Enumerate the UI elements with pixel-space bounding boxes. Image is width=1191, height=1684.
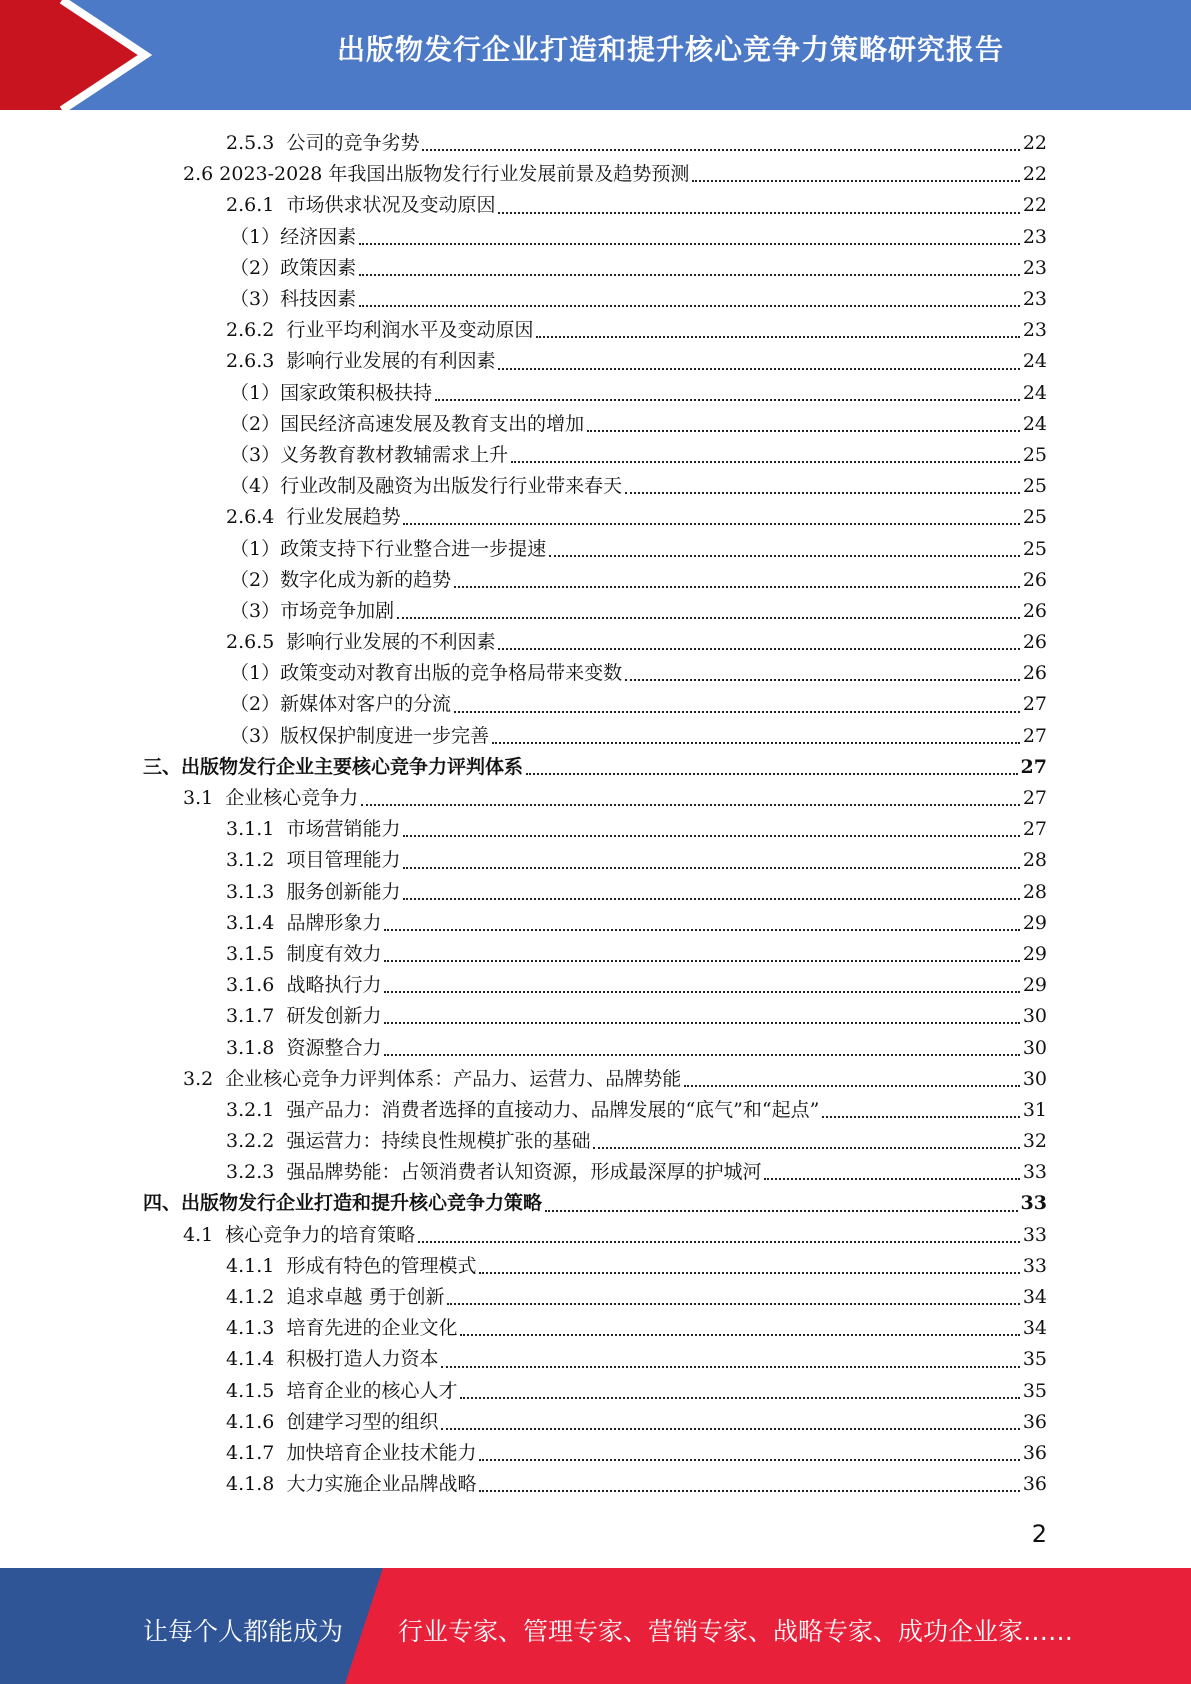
toc-entry-title: （3）义务教育教材教辅需求上升 xyxy=(230,443,509,466)
toc-entry-page: 34 xyxy=(1022,1286,1047,1309)
toc-entry[interactable] xyxy=(0,1438,1191,1469)
toc-entry-page: 26 xyxy=(1022,568,1047,591)
toc-dot-leader xyxy=(441,1366,1019,1368)
toc-entry-page: 25 xyxy=(1022,443,1047,466)
toc-entry-title: （4）行业改制及融资为出版发行行业带来春天 xyxy=(230,475,623,498)
toc-entry-page: 27 xyxy=(1022,787,1047,810)
toc-entry-title: 公司的竞争劣势 xyxy=(286,132,420,155)
toc-entry-page: 24 xyxy=(1022,412,1047,435)
toc-dot-leader xyxy=(384,929,1019,931)
toc-entry[interactable] xyxy=(0,409,1191,440)
toc-entry-number: 4.1.1 xyxy=(226,1254,287,1277)
toc-dot-leader xyxy=(384,1022,1019,1024)
toc-entry-title: 加快培育企业技术能力 xyxy=(286,1441,477,1464)
toc-entry-page: 27 xyxy=(1022,818,1047,841)
footer-slogan-left: 让每个人都能成为 xyxy=(143,1617,344,1646)
toc-entry[interactable] xyxy=(0,1407,1191,1438)
toc-entry-title: 追求卓越 勇于创新 xyxy=(286,1286,445,1309)
toc-entry-title: 2023-2028 年我国出版物发行行业发展前景及趋势预测 xyxy=(219,163,690,186)
toc-entry-title: 三、出版物发行企业主要核心竞争力评判体系 xyxy=(143,755,524,778)
footer-slogan-right: 行业专家、管理专家、营销专家、战略专家、成功企业家…… xyxy=(398,1617,1074,1646)
toc-entry-title: 创建学习型的组织 xyxy=(286,1410,439,1433)
toc-dot-leader xyxy=(359,305,1020,307)
toc-entry[interactable] xyxy=(0,346,1191,377)
toc-dot-leader xyxy=(384,960,1019,962)
toc-entry-page: 33 xyxy=(1022,1223,1047,1246)
toc-entry-title: 培育企业的核心人才 xyxy=(286,1379,458,1402)
toc-entry-title: 强品牌势能：占领消费者认知资源，形成最深厚的护城河 xyxy=(286,1161,762,1184)
toc-entry-number: 4.1.6 xyxy=(226,1410,287,1433)
toc-dot-leader xyxy=(454,711,1020,713)
toc-entry-page: 23 xyxy=(1022,256,1047,279)
toc-entry-page: 35 xyxy=(1022,1348,1047,1371)
toc-entry-page: 33 xyxy=(1022,1161,1047,1184)
toc-entry-title: 研发创新力 xyxy=(286,1005,382,1028)
toc-entry[interactable] xyxy=(0,908,1191,939)
toc-entry-number: 4.1.8 xyxy=(226,1473,287,1496)
toc-entry[interactable] xyxy=(0,253,1191,284)
toc-entry-number: 4.1.2 xyxy=(226,1286,287,1309)
toc-entry-page: 24 xyxy=(1022,350,1047,373)
toc-dot-leader xyxy=(384,991,1019,993)
toc-entry[interactable] xyxy=(0,533,1191,564)
toc-dot-leader xyxy=(692,180,1019,182)
toc-entry-number: 4.1.3 xyxy=(226,1317,287,1340)
toc-dot-leader xyxy=(454,586,1020,588)
toc-entry-page: 35 xyxy=(1022,1379,1047,1402)
toc-entry-page: 28 xyxy=(1022,849,1047,872)
toc-entry-page: 27 xyxy=(1022,693,1047,716)
toc-entry[interactable] xyxy=(0,783,1191,814)
table-of-contents xyxy=(0,128,1191,1500)
toc-entry-title: 市场供求状况及变动原因 xyxy=(286,194,496,217)
toc-entry[interactable] xyxy=(0,1188,1191,1219)
toc-entry-title: 行业发展趋势 xyxy=(286,506,401,529)
toc-entry-page: 29 xyxy=(1022,942,1047,965)
toc-entry[interactable] xyxy=(0,440,1191,471)
toc-entry-number: 2.6.4 xyxy=(226,506,287,529)
toc-entry-number: 3.1.5 xyxy=(226,942,287,965)
toc-entry[interactable] xyxy=(0,565,1191,596)
toc-entry-title: 战略执行力 xyxy=(286,974,382,997)
toc-entry-number: 3.1.1 xyxy=(226,818,287,841)
toc-dot-leader xyxy=(403,523,1019,525)
toc-entry-page: 23 xyxy=(1022,225,1047,248)
toc-entry[interactable] xyxy=(0,1220,1191,1251)
toc-entry[interactable] xyxy=(0,1001,1191,1032)
toc-dot-leader xyxy=(587,430,1020,432)
toc-entry[interactable] xyxy=(0,814,1191,845)
toc-entry-title: 培育先进的企业文化 xyxy=(286,1317,458,1340)
toc-entry[interactable] xyxy=(0,1032,1191,1063)
toc-entry-title: 积极打造人力资本 xyxy=(286,1348,439,1371)
toc-entry-page: 22 xyxy=(1022,132,1047,155)
toc-entry[interactable] xyxy=(0,939,1191,970)
toc-entry[interactable] xyxy=(0,315,1191,346)
toc-entry-page: 30 xyxy=(1022,1036,1047,1059)
toc-entry-title: 核心竞争力的培育策略 xyxy=(225,1223,416,1246)
toc-entry-page: 29 xyxy=(1022,974,1047,997)
toc-entry-title: 强产品力：消费者选择的直接动力、品牌发展的“底气”和“起点” xyxy=(286,1098,820,1121)
toc-entry[interactable] xyxy=(0,970,1191,1001)
toc-entry-page: 25 xyxy=(1022,475,1047,498)
toc-entry-page: 23 xyxy=(1022,288,1047,311)
toc-dot-leader xyxy=(498,368,1019,370)
toc-entry[interactable] xyxy=(0,284,1191,315)
toc-entry[interactable] xyxy=(0,128,1191,159)
toc-dot-leader xyxy=(403,867,1019,869)
toc-dot-leader xyxy=(422,149,1019,151)
toc-entry[interactable] xyxy=(0,190,1191,221)
toc-entry-number: 3.2.1 xyxy=(226,1098,287,1121)
toc-entry[interactable] xyxy=(0,1376,1191,1407)
toc-entry-title: 行业平均利润水平及变动原因 xyxy=(286,319,534,342)
toc-dot-leader xyxy=(492,742,1020,744)
toc-entry-page: 33 xyxy=(1022,1254,1047,1277)
toc-entry-number: 3.1.3 xyxy=(226,880,287,903)
toc-dot-leader xyxy=(549,555,1020,557)
toc-entry-page: 29 xyxy=(1022,911,1047,934)
toc-dot-leader xyxy=(764,1178,1019,1180)
toc-entry-page: 26 xyxy=(1022,599,1047,622)
toc-entry-number: 2.6 xyxy=(183,163,220,186)
toc-entry[interactable] xyxy=(0,1157,1191,1188)
toc-entry-number: 3.1 xyxy=(183,787,226,810)
toc-entry[interactable] xyxy=(0,627,1191,658)
toc-dot-leader xyxy=(441,1428,1019,1430)
toc-entry-title: （3）市场竞争加剧 xyxy=(230,599,395,622)
toc-dot-leader xyxy=(625,679,1020,681)
toc-entry-number: 2.6.2 xyxy=(226,319,287,342)
toc-entry-title: （2）数字化成为新的趋势 xyxy=(230,568,452,591)
toc-entry-number: 2.6.3 xyxy=(226,350,287,373)
page-footer xyxy=(0,1568,1191,1684)
toc-entry-title: 服务创新能力 xyxy=(286,880,401,903)
toc-entry-number: 3.1.6 xyxy=(226,974,287,997)
toc-entry-number: 4.1.7 xyxy=(226,1441,287,1464)
toc-dot-leader xyxy=(435,399,1020,401)
toc-dot-leader xyxy=(511,461,1020,463)
toc-entry-page: 28 xyxy=(1022,880,1047,903)
toc-entry[interactable] xyxy=(0,1095,1191,1126)
toc-dot-leader xyxy=(359,243,1020,245)
toc-entry-title: （3）版权保护制度进一步完善 xyxy=(230,724,490,747)
toc-entry-page: 30 xyxy=(1022,1005,1047,1028)
toc-entry-page: 31 xyxy=(1022,1098,1047,1121)
toc-entry-title: 制度有效力 xyxy=(286,942,382,965)
toc-dot-leader xyxy=(359,274,1020,276)
toc-entry-title: 企业核心竞争力评判体系：产品力、运营力、品牌势能 xyxy=(225,1067,682,1090)
toc-dot-leader xyxy=(403,835,1019,837)
toc-entry-title: 强运营力：持续良性规模扩张的基础 xyxy=(286,1130,591,1153)
toc-entry[interactable] xyxy=(0,222,1191,253)
toc-entry-page: 23 xyxy=(1022,319,1047,342)
toc-entry-page: 25 xyxy=(1022,537,1047,560)
toc-entry[interactable] xyxy=(0,689,1191,720)
toc-entry-page: 22 xyxy=(1022,194,1047,217)
toc-entry[interactable] xyxy=(0,502,1191,533)
toc-entry-title: 品牌形象力 xyxy=(286,911,382,934)
toc-dot-leader xyxy=(447,1303,1019,1305)
toc-entry[interactable] xyxy=(0,1126,1191,1157)
toc-entry-page: 33 xyxy=(1020,1192,1047,1215)
toc-entry-number: 3.1.7 xyxy=(226,1005,287,1028)
toc-dot-leader xyxy=(498,212,1019,214)
toc-dot-leader xyxy=(822,1116,1020,1118)
toc-entry-number: 3.2.3 xyxy=(226,1161,287,1184)
toc-entry-number: 4.1.4 xyxy=(226,1348,287,1371)
toc-entry-title: （2）政策因素 xyxy=(230,256,357,279)
page-header xyxy=(0,0,1191,110)
toc-entry-page: 24 xyxy=(1022,381,1047,404)
toc-entry-number: 3.2 xyxy=(183,1067,226,1090)
toc-dot-leader xyxy=(545,1210,1018,1212)
toc-entry-title: 资源整合力 xyxy=(286,1036,382,1059)
toc-entry[interactable] xyxy=(0,1469,1191,1500)
toc-entry[interactable] xyxy=(0,752,1191,783)
toc-entry-number: 3.1.2 xyxy=(226,849,287,872)
toc-entry-title: 影响行业发展的不利因素 xyxy=(286,631,496,654)
toc-dot-leader xyxy=(498,648,1019,650)
toc-entry[interactable] xyxy=(0,1344,1191,1375)
toc-dot-leader xyxy=(361,804,1020,806)
toc-entry-number: 3.1.4 xyxy=(226,911,287,934)
toc-entry-page: 25 xyxy=(1022,506,1047,529)
toc-entry[interactable] xyxy=(0,1282,1191,1313)
toc-entry-title: 形成有特色的管理模式 xyxy=(286,1254,477,1277)
toc-entry[interactable] xyxy=(0,1251,1191,1282)
toc-entry-page: 36 xyxy=(1022,1410,1047,1433)
toc-entry-title: 项目管理能力 xyxy=(286,849,401,872)
toc-dot-leader xyxy=(479,1272,1019,1274)
toc-dot-leader xyxy=(403,898,1019,900)
toc-dot-leader xyxy=(625,492,1020,494)
toc-entry-number: 2.5.3 xyxy=(226,132,287,155)
toc-entry-title: （1）经济因素 xyxy=(230,225,357,248)
toc-entry-page: 34 xyxy=(1022,1317,1047,1340)
toc-dot-leader xyxy=(384,1054,1019,1056)
toc-entry-title: 大力实施企业品牌战略 xyxy=(286,1473,477,1496)
toc-entry-title: （1）国家政策积极扶持 xyxy=(230,381,433,404)
toc-entry-title: （1）政策支持下行业整合进一步提速 xyxy=(230,537,547,560)
toc-entry-page: 36 xyxy=(1022,1473,1047,1496)
toc-entry-title: （2）新媒体对客户的分流 xyxy=(230,693,452,716)
toc-dot-leader xyxy=(397,617,1020,619)
report-title: 出版物发行企业打造和提升核心竞争力策略研究报告 xyxy=(336,33,1004,66)
toc-entry-page: 27 xyxy=(1022,724,1047,747)
toc-dot-leader xyxy=(479,1490,1019,1492)
toc-entry-number: 3.2.2 xyxy=(226,1130,287,1153)
toc-entry[interactable] xyxy=(0,378,1191,409)
toc-entry-title: 市场营销能力 xyxy=(286,818,401,841)
toc-entry-title: 影响行业发展的有利因素 xyxy=(286,350,496,373)
toc-dot-leader xyxy=(479,1459,1019,1461)
toc-entry-page: 26 xyxy=(1022,662,1047,685)
toc-entry[interactable] xyxy=(0,845,1191,876)
toc-entry-number: 4.1.5 xyxy=(226,1379,287,1402)
toc-entry-number: 2.6.5 xyxy=(226,631,287,654)
toc-entry-page: 26 xyxy=(1022,631,1047,654)
toc-entry[interactable] xyxy=(0,658,1191,689)
toc-entry-page: 32 xyxy=(1022,1130,1047,1153)
toc-dot-leader xyxy=(526,773,1018,775)
toc-dot-leader xyxy=(460,1334,1019,1336)
toc-entry[interactable] xyxy=(0,1064,1191,1095)
toc-entry[interactable] xyxy=(0,159,1191,190)
toc-entry-number: 4.1 xyxy=(183,1223,226,1246)
toc-dot-leader xyxy=(460,1397,1019,1399)
toc-entry[interactable] xyxy=(0,877,1191,908)
toc-entry-title: （3）科技因素 xyxy=(230,288,357,311)
toc-dot-leader xyxy=(418,1241,1020,1243)
toc-entry-number: 3.1.8 xyxy=(226,1036,287,1059)
page-number: 2 xyxy=(1031,1520,1047,1548)
toc-entry[interactable] xyxy=(0,1313,1191,1344)
toc-entry[interactable] xyxy=(0,721,1191,752)
toc-entry-title: 四、出版物发行企业打造和提升核心竞争力策略 xyxy=(143,1192,543,1215)
toc-dot-leader xyxy=(593,1147,1019,1149)
toc-entry-page: 36 xyxy=(1022,1441,1047,1464)
toc-entry-number: 2.6.1 xyxy=(226,194,287,217)
toc-entry-page: 22 xyxy=(1022,163,1047,186)
toc-entry-page: 27 xyxy=(1020,755,1047,778)
toc-entry-page: 30 xyxy=(1022,1067,1047,1090)
toc-entry[interactable] xyxy=(0,471,1191,502)
toc-entry-title: （1）政策变动对教育出版的竞争格局带来变数 xyxy=(230,662,623,685)
toc-dot-leader xyxy=(684,1085,1020,1087)
toc-entry[interactable] xyxy=(0,596,1191,627)
toc-dot-leader xyxy=(536,336,1019,338)
header-chevron-red xyxy=(0,0,145,110)
toc-entry-title: 企业核心竞争力 xyxy=(225,787,359,810)
toc-entry-title: （2）国民经济高速发展及教育支出的增加 xyxy=(230,412,585,435)
